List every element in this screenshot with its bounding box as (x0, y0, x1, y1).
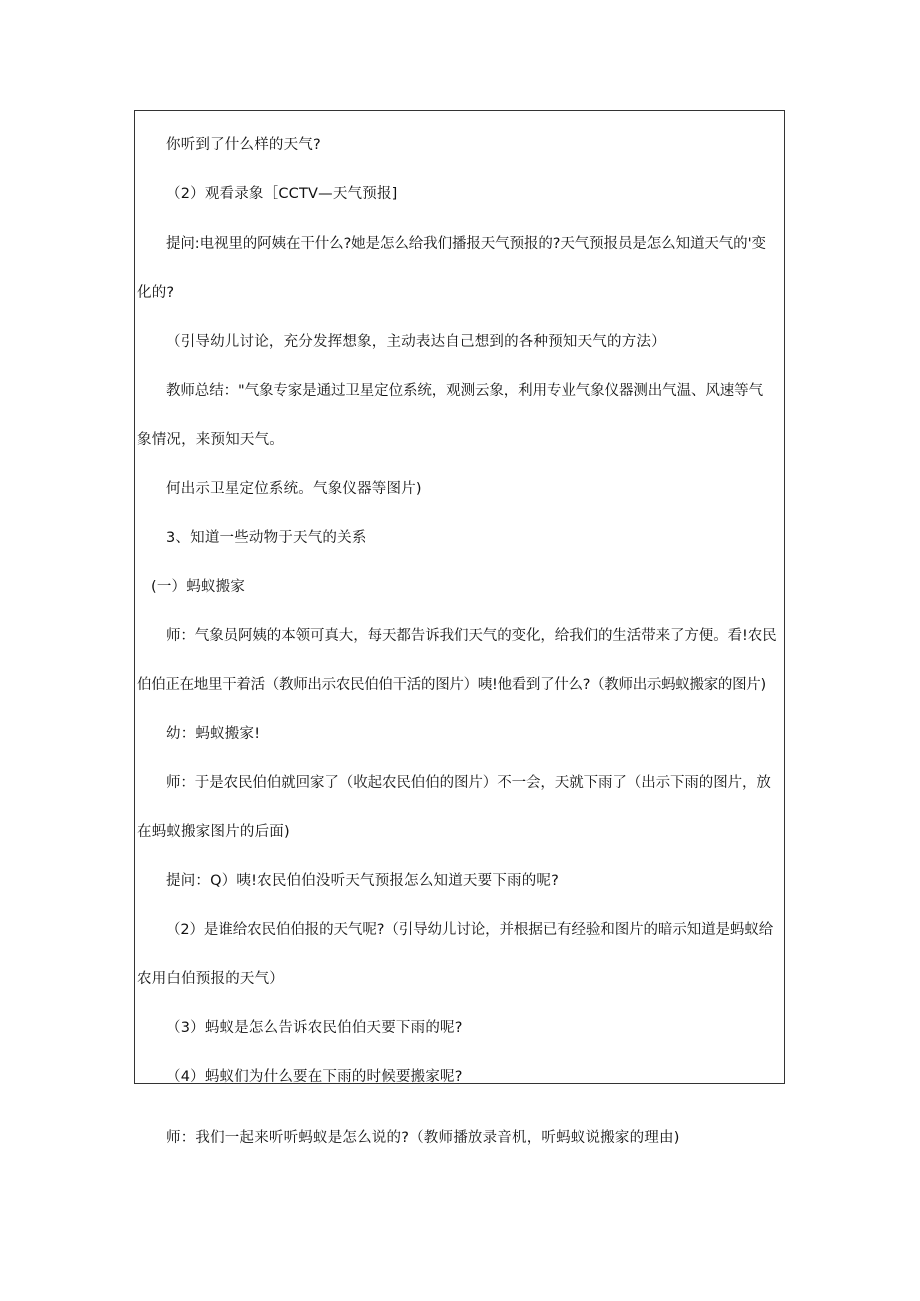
text-line: 农用白伯预报的天气） (137, 971, 284, 987)
text-line: （3）蚂蚁是怎么告诉农民伯伯天要下雨的呢? (166, 1020, 463, 1036)
text-line: 师：我们一起来听听蚂蚁是怎么说的?（教师播放录音机，听蚂蚁说搬家的理由) (166, 1130, 680, 1146)
text-line: 你听到了什么样的天气? (166, 137, 321, 153)
text-line: 师：气象员阿姨的本领可真大，每天都告诉我们天气的变化，给我们的生活带来了方便。看!农民 (166, 628, 777, 644)
text-line: 何出示卫星定位系统。气象仪器等图片) (166, 481, 422, 497)
text-line: （引导幼儿讨论，充分发挥想象，主动表达自己想到的各种预知天气的方法） (166, 334, 666, 350)
text-line: 在蚂蚁搬家图片的后面) (137, 824, 290, 840)
text-line: 3、知道一些动物于天气的关系 (166, 530, 367, 546)
text-line: 教师总结："气象专家是通过卫星定位系统，观测云象，利用专业气象仪器测出气温、风速等气 (166, 383, 763, 399)
text-line: 提问:电视里的阿姨在干什么?她是怎么给我们播报天气预报的?天气预报员是怎么知道天气的'变 (166, 236, 766, 252)
text-line: 伯伯正在地里干着活（教师出示农民伯伯干活的图片）咦!他看到了什么?（教师出示蚂蚁搬家的图片) (137, 677, 766, 693)
text-line: 幼：蚂蚁搬家! (166, 726, 261, 742)
text-line: 象情况，来预知天气。 (137, 432, 284, 448)
text-line: （2）是谁给农民伯伯报的天气呢?（引导幼儿讨论，并根据已有经验和图片的暗示知道是蚂蚁给 (166, 922, 774, 938)
text-line: 师：于是农民伯伯就回家了（收起农民伯伯的图片）不一会，天就下雨了（出示下雨的图片，放 (166, 775, 771, 791)
text-line: （2）观看录象［CCTV—天气预报] (166, 186, 398, 202)
text-line: 提问：Q）咦!农民伯伯没听天气预报怎么知道天要下雨的呢? (166, 873, 560, 889)
text-line: 化的? (137, 285, 175, 301)
text-line: (一）蚂蚁搬家 (151, 579, 246, 595)
text-line: （4）蚂蚁们为什么要在下雨的时候要搬家呢? (166, 1069, 463, 1085)
